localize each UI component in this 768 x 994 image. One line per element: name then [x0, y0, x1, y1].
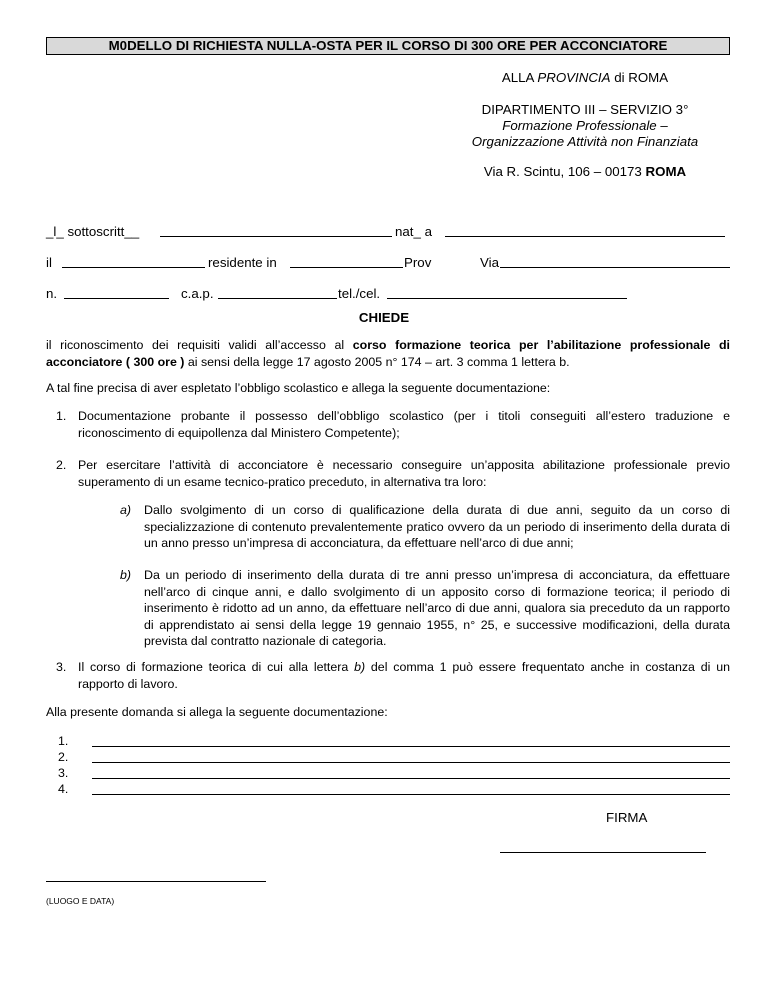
chiede-heading: CHIEDE — [358, 310, 410, 325]
province-label: Prov — [404, 255, 432, 270]
birthplace-field[interactable] — [445, 224, 725, 237]
item-3-text: Il corso di formazione teorica di cui alla lettera b) del comma 1 può essere frequentato anche in costanza di un rapporto di lavoro. — [78, 660, 730, 691]
attachment-4-number: 4. — [58, 782, 69, 796]
attachment-1-line[interactable] — [92, 746, 730, 747]
place-date-label: (LUOGO E DATA) — [46, 896, 115, 906]
phone-field[interactable] — [387, 286, 627, 299]
birthplace-label: nat_ a — [395, 224, 432, 239]
attachment-2-number: 2. — [58, 750, 69, 764]
signature-label: FIRMA — [606, 810, 648, 825]
subitem-b-letter: b) — [120, 568, 132, 582]
signature-line[interactable] — [500, 852, 706, 853]
subitem-b-text: Da un periodo di inserimento della durata di tre anni presso un’impresa di acconciatura, da effettuare nell’arco di cinque anni, e dallo svolgimento di un apposito corso di formazione teorica; il periodo di inserimento è ridotto ad un anno, da effettuare nell’arco di due anni, qualora sia preceduto da un rapporto di apprendistato ai sensi della legge 19 gennaio 1955, n° 25, e successive modificazioni, della durata prevista dal contratto nazionale di categoria. — [144, 568, 730, 648]
document-title: M0DELLO DI RICHIESTA NULLA-OSTA PER IL CORSO DI 300 ORE PER ACCONCIATORE — [46, 37, 730, 55]
item-2-text: Per esercitare l’attività di acconciatore è necessario conseguire un’apposita abilitazione professionale previo superamento di un esame tecnico-pratico preceduto, in alternativa tra loro: — [78, 458, 730, 489]
attachment-1-number: 1. — [58, 734, 69, 748]
request-paragraph: il riconoscimento dei requisiti validi all’accesso al corso formazione teorica per l’abilitazione professionale di acconciatore ( 300 ore ) ai sensi della legge 17 agosto 2005 n° 174 – art. 3 comma 1 lettera b. — [46, 338, 730, 369]
street-field[interactable] — [500, 255, 730, 268]
item-1-number: 1. — [56, 409, 67, 423]
attachment-3-line[interactable] — [92, 778, 730, 779]
item-1-text: Documentazione probante il possesso dell’obbligo scolastico (per i titoli conseguiti all’estero traduzione e riconoscimento di equipollenza dal Ministero Competente); — [78, 409, 730, 440]
cap-label: c.a.p. — [181, 286, 214, 301]
cap-field[interactable] — [218, 286, 337, 299]
number-label: n. — [46, 286, 58, 301]
recipient-office-1: Formazione Professionale – — [502, 118, 668, 133]
recipient-office-2: Organizzazione Attività non Finanziata — [471, 134, 699, 149]
recipient-department: DIPARTIMENTO III – SERVIZIO 3° — [481, 102, 689, 117]
phone-label: tel./cel. — [338, 286, 381, 301]
item-2-number: 2. — [56, 458, 67, 472]
attachment-2-line[interactable] — [92, 762, 730, 763]
number-field[interactable] — [64, 286, 169, 299]
birthdate-label: il — [46, 255, 52, 270]
applicant-name-label: _l_ sottoscritt__ — [46, 224, 140, 239]
attachment-4-line[interactable] — [92, 794, 730, 795]
residence-field[interactable] — [290, 255, 403, 268]
residence-label: residente in — [208, 255, 277, 270]
subitem-a-letter: a) — [120, 503, 132, 517]
attachments-intro: Alla presente domanda si allega la seguente documentazione: — [46, 705, 388, 719]
attachment-3-number: 3. — [58, 766, 69, 780]
birthdate-field[interactable] — [62, 255, 205, 268]
applicant-name-field[interactable] — [160, 224, 392, 237]
intro-paragraph: A tal fine precisa di aver espletato l’obbligo scolastico e allega la seguente documentazione: — [46, 381, 551, 395]
item-3-number: 3. — [56, 660, 67, 674]
recipient-line: ALLA PROVINCIA di ROMA — [501, 70, 669, 85]
place-date-line[interactable] — [46, 881, 266, 882]
subitem-a-text: Dallo svolgimento di un corso di qualificazione della durata di due anni, seguito da un corso di specializzazione di contenuto prevalentemente pratico ovvero da un periodo di inserimento della durata di un anno presso un’impresa di acconciatura, da effettuare nell’arco di due anni; — [144, 503, 730, 550]
recipient-address: Via R. Scintu, 106 – 00173 ROMA — [483, 164, 687, 179]
street-label: Via — [480, 255, 499, 270]
